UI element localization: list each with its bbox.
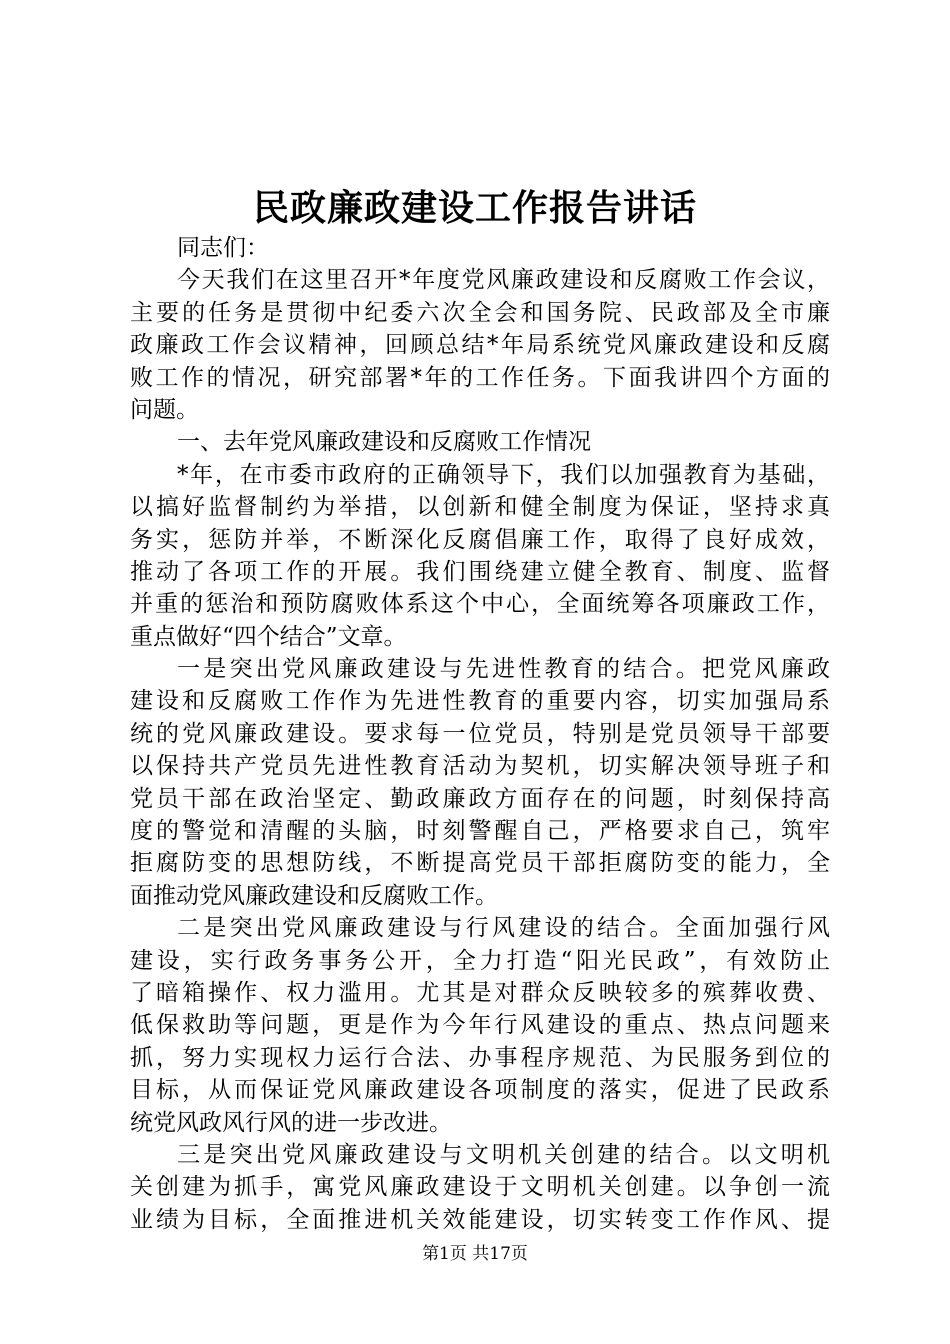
page-indicator: 第1页 共17页: [422, 1244, 528, 1264]
text-line: 推动了各项工作的开展。我们围绕建立健全教育、制度、监督: [130, 558, 830, 585]
section-heading: 一、去年党风廉政建设和反腐败工作情况: [177, 429, 591, 456]
text-line: 政廉政工作会议精神，回顾总结*年局系统党风廉政建设和反腐: [130, 332, 830, 359]
text-line: 问题。: [130, 396, 199, 423]
text-line: 统党风政风行风的进一步改进。: [130, 1109, 452, 1136]
text-line: 抓，努力实现权力运行合法、办事程序规范、为民服务到位的: [130, 1044, 830, 1071]
text-line: 今天我们在这里召开*年度党风廉政建设和反腐败工作会议，: [177, 267, 830, 294]
text-line: 党员干部在政治坚定、勤政廉政方面存在的问题，时刻保持高: [130, 785, 830, 812]
text-line: 面推动党风廉政建设和反腐败工作。: [130, 882, 498, 909]
text-line: 重点做好“四个结合”文章。: [130, 623, 407, 650]
text-line: 以搞好监督制约为举措，以创新和健全制度为保证，坚持求真: [130, 494, 830, 521]
text-line: 低保救助等问题，更是作为今年行风建设的重点、热点问题来: [130, 1012, 830, 1039]
text-line: 建设，实行政务事务公开，全力打造“阳光民政”，有效防止: [130, 947, 830, 974]
text-line: 关创建为抓手，寓党风廉政建设于文明机关创建。以争创一流: [130, 1174, 830, 1201]
text-line: 度的警觉和清醒的头脑，时刻警醒自己，严格要求自己，筑牢: [130, 818, 830, 845]
text-line: 主要的任务是贯彻中纪委六次全会和国务院、民政部及全市廉: [130, 299, 830, 326]
text-line: 业绩为目标，全面推进机关效能建设，切实转变工作作风、提: [130, 1206, 830, 1233]
document-title: 民政廉政建设工作报告讲话: [252, 187, 697, 229]
text-line: 三是突出党风廉政建设与文明机关创建的结合。以文明机: [177, 1141, 830, 1168]
document-body: [130, 232, 830, 1236]
text-line: 败工作的情况，研究部署*年的工作任务。下面我讲四个方面的: [130, 364, 830, 391]
text-line: 拒腐防变的思想防线，不断提高党员干部拒腐防变的能力，全: [130, 850, 830, 877]
text-line: *年，在市委市政府的正确领导下，我们以加强教育为基础，: [177, 461, 830, 488]
text-line: 二是突出党风廉政建设与行风建设的结合。全面加强行风: [177, 915, 830, 942]
text-line: 一是突出党风廉政建设与先进性教育的结合。把党风廉政: [177, 656, 830, 683]
text-line: 了暗箱操作、权力滥用。尤其是对群众反映较多的殡葬收费、: [130, 979, 830, 1006]
text-line: 统的党风廉政建设。要求每一位党员，特别是党员领导干部要: [130, 720, 830, 747]
text-line: 以保持共产党员先进性教育活动为契机，切实解决领导班子和: [130, 753, 830, 780]
text-line: 务实，惩防并举，不断深化反腐倡廉工作，取得了良好成效，: [130, 526, 830, 553]
salutation: 同志们：: [177, 235, 269, 261]
text-line: 并重的惩治和预防腐败体系这个中心，全面统筹各项廉政工作，: [130, 591, 830, 618]
text-line: 建设和反腐败工作作为先进性教育的重要内容，切实加强局系: [130, 688, 830, 715]
text-line: 目标，从而保证党风廉政建设各项制度的落实，促进了民政系: [130, 1077, 830, 1104]
